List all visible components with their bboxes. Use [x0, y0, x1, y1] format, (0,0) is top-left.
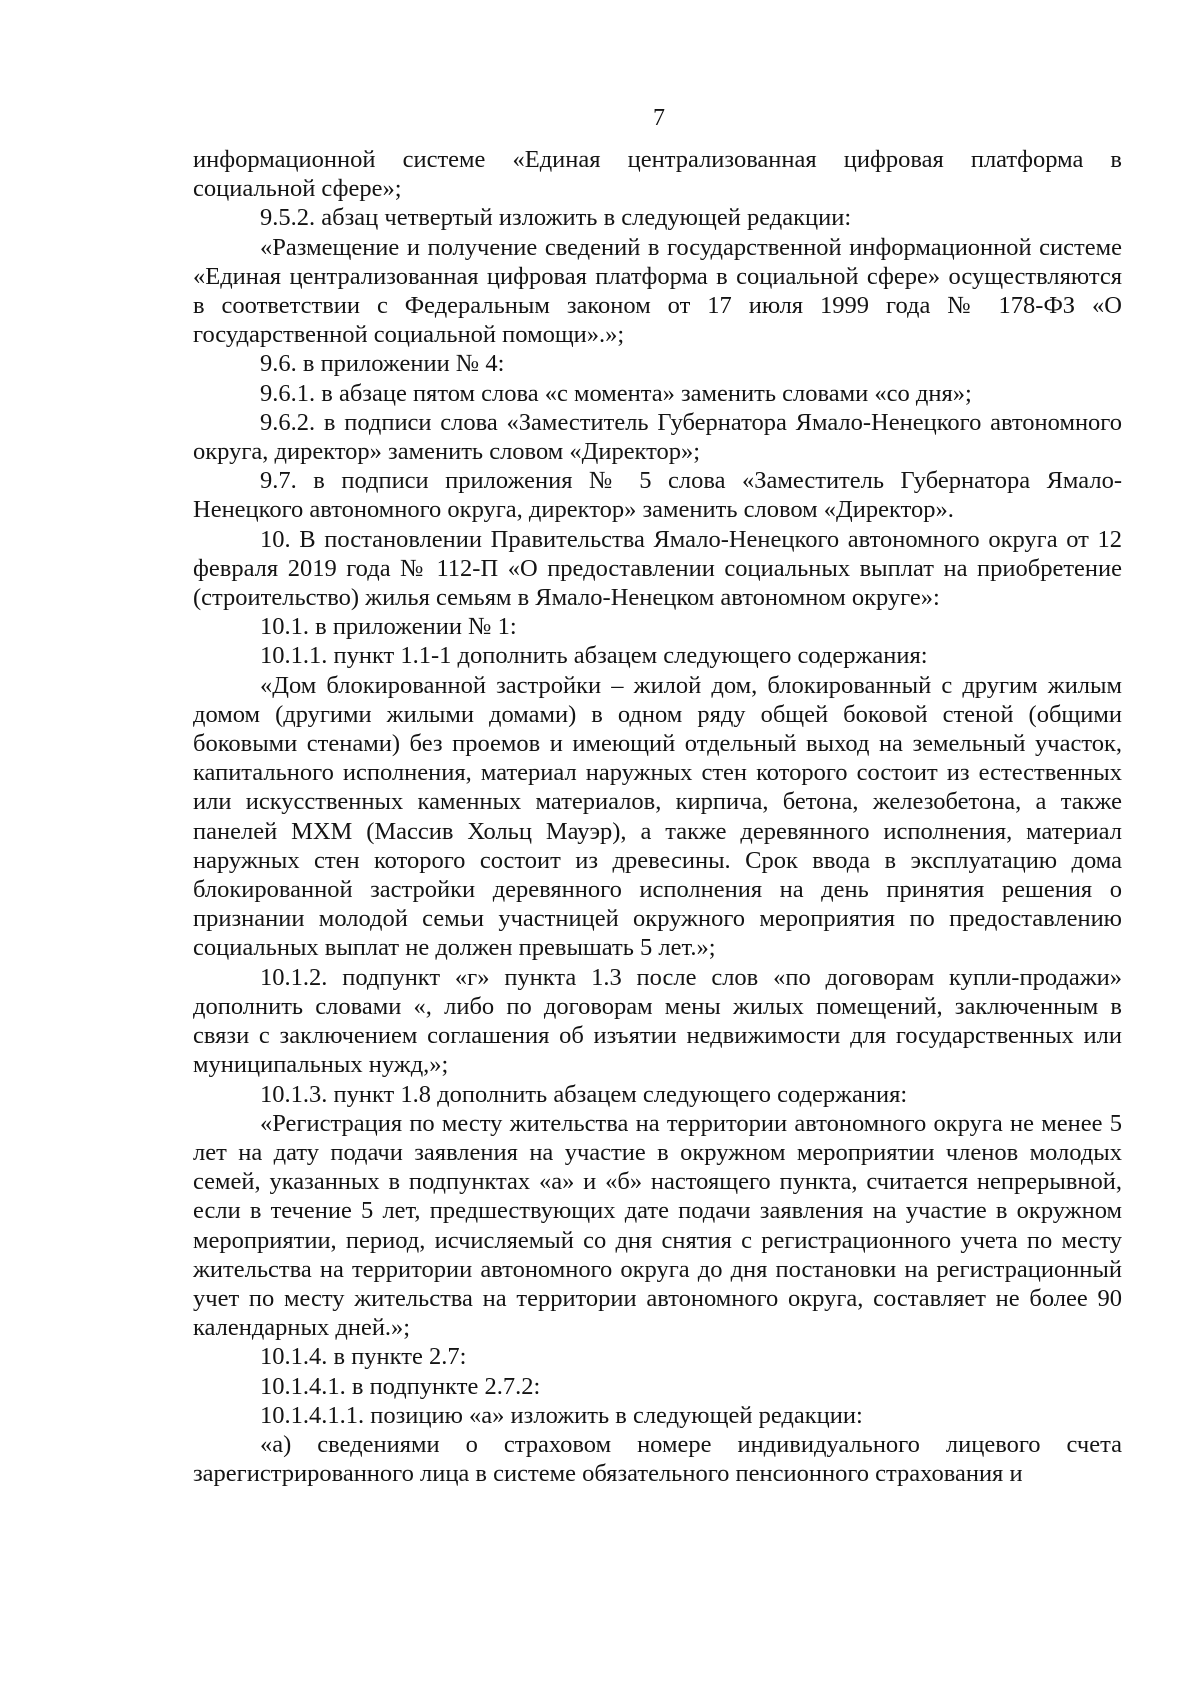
- paragraph: 10. В постановлении Правительства Ямало-Ненецкого автономного округа от 12 февраля 2019 года № 112-П «О предоставлении социальных выплат на приобретение (строительство) жилья семьям в Ямало-Ненецком автономном округе»:: [193, 525, 1122, 612]
- paragraph: 10.1.1. пункт 1.1-1 дополнить абзацем следующего содержания:: [260, 642, 928, 670]
- paragraph: 10.1.4.1.1. позицию «а» изложить в следующей редакции:: [260, 1401, 863, 1429]
- document-body: [193, 145, 1122, 1488]
- paragraph: 10.1.4.1. в подпункте 2.7.2:: [260, 1372, 541, 1400]
- paragraph: 9.6.2. в подписи слова «Заместитель Губернатора Ямало-Ненецкого автономного округа, директор» заменить словом «Директор»;: [193, 408, 1122, 466]
- paragraph: 10.1.3. пункт 1.8 дополнить абзацем следующего содержания:: [260, 1080, 908, 1108]
- paragraph: «Регистрация по месту жительства на территории автономного округа не менее 5 лет на дату подачи заявления на участие в окружном мероприятии членов молодых семей, указанных в подпунктах «а» и «б» настоящего пункта, считается непрерывной, если в течение 5 лет, предшествующих дате подачи заявления на участие в окружном мероприятии, период, исчисляемый со дня снятия с регистрационного учета по месту жительства на территории автономного округа до дня постановки на регистрационный учет по месту жительства на территории автономного округа, составляет не более 90 календарных дней.»;: [193, 1109, 1122, 1342]
- paragraph: «Размещение и получение сведений в государственной информационной системе «Единая централизованная цифровая платформа в социальной сфере» осуществляются в соответствии с Федеральным законом от 17 июля 1999 года № 178-ФЗ «О государственной социальной помощи».»;: [193, 233, 1122, 349]
- paragraph: 9.7. в подписи приложения № 5 слова «Заместитель Губернатора Ямало-Ненецкого автономного округа, директор» заменить словом «Директор».: [193, 467, 1122, 524]
- paragraph: информационной системе «Единая централизованная цифровая платформа в социальной сфере»;: [193, 146, 1122, 203]
- paragraph: 9.6.1. в абзаце пятом слова «с момента» заменить словами «со дня»;: [260, 379, 972, 407]
- paragraph: «Дом блокированной застройки – жилой дом, блокированный с другим жилым домом (другими жилыми домами) в одном ряду общей боковой стеной (общими боковыми стенами) без проемов и имеющий отдельный выход на земельный участок, капитального исполнения, материал наружных стен которого состоит из естественных или искусственных каменных материалов, кирпича, бетона, железобетона, а также панелей МХМ (Массив Хольц Мауэр), а также деревянного исполнения, материал наружных стен которого состоит из древесины. Срок ввода в эксплуатацию дома блокированной застройки деревянного исполнения на день принятия решения о признании молодой семьи участницей окружного мероприятия по предоставлению социальных выплат не должен превышать 5 лет.»;: [193, 671, 1122, 962]
- page-number: 7: [653, 105, 665, 131]
- paragraph: 10.1.2. подпункт «г» пункта 1.3 после слов «по договорам купли-продажи» дополнить словами «, либо по договорам мены жилых помещений, заключенным в связи с заключением соглашения об изъятии недвижимости для государственных или муниципальных нужд,»;: [193, 963, 1122, 1079]
- paragraph: 10.1.4. в пункте 2.7:: [260, 1343, 467, 1371]
- paragraph: «а) сведениями о страховом номере индивидуального лицевого счета зарегистрированного лица в системе обязательного пенсионного страхования и: [193, 1430, 1122, 1488]
- paragraph: 10.1. в приложении № 1:: [260, 613, 517, 641]
- paragraph: 9.5.2. абзац четвертый изложить в следующей редакции:: [260, 204, 852, 232]
- paragraph: 9.6. в приложении № 4:: [260, 350, 505, 378]
